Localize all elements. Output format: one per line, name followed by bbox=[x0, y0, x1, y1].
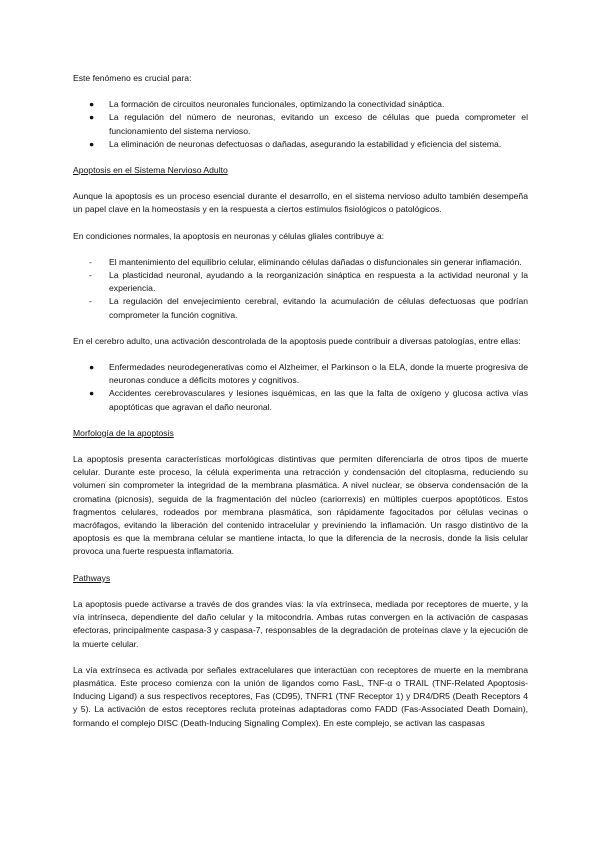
list-item: ● La formación de circuitos neuronales funcionales, optimizando la conectividad sináptica. bbox=[73, 98, 528, 111]
list-item: ● La eliminación de neuronas defectuosas o dañadas, asegurando la estabilidad y eficiencia del sistema. bbox=[73, 138, 528, 151]
bullet-marker: ● bbox=[89, 99, 95, 110]
dash-marker: - bbox=[89, 256, 92, 267]
section-heading-pathways: Pathways bbox=[73, 572, 111, 583]
dash-marker: - bbox=[89, 296, 92, 307]
intro-bullet-list bbox=[73, 98, 528, 151]
adulto-dash-list bbox=[73, 256, 528, 322]
intro-paragraph: Este fenómeno es crucial para: bbox=[73, 73, 192, 83]
bullet-marker: ● bbox=[89, 362, 95, 373]
list-item: - La regulación del envejecimiento cerebral, evitando la acumulación de células defectuosas que podrían comprometer la función cognitiva. bbox=[89, 296, 528, 320]
adulto-paragraph-2: En condiciones normales, la apoptosis en neuronas y células gliales contribuye a: bbox=[73, 230, 384, 241]
list-item: ● Enfermedades neurodegenerativas como el Alzheimer, el Parkinson o la ELA, donde la muerte progresiva de neuronas conduce a déficits motores y cognitivos. bbox=[89, 362, 528, 386]
list-item: ● Accidentes cerebrovasculares y lesiones isquémicas, en las que la falta de oxígeno y glucosa activa vías apoptóticas que agravan el daño neuronal. bbox=[89, 388, 528, 412]
morfologia-paragraph: La apoptosis presenta características morfológicas distintivas que permiten diferenciarla de otros tipos de muerte celular. Durante este proceso, la célula experimenta una retracción y condensación del citoplasma, reduciendo su volumen sin comprometer la integridad de la membrana plasmática. A nivel nuclear, se observa condensación de la cromatina (picnosis), seguida de la fragmentación del núcleo (cariorrexis) en múltiples cuerpos apoptóticos. Estos fragmentos celulares, rodeados por membrana plasmática, son rápidamente fagocitados por células vecinas o macrófagos, evitando la liberación del contenido intracelular y previniendo la inflamación. Un rasgo distintivo de la apoptosis es que la membrana celular se mantiene intacta, lo que la diferencia de la necrosis, donde la lisis celular provoca una fuerte respuesta inflamatoria. bbox=[73, 454, 528, 557]
bullet-marker: ● bbox=[89, 138, 95, 149]
adulto-paragraph-3: En el cerebro adulto, una activación descontrolada de la apoptosis puede contribuir a diversas patologías, entre ellas: bbox=[73, 335, 521, 346]
adulto-paragraph-1: Aunque la apoptosis es un proceso esencial durante el desarrollo, en el sistema nervioso adulto también desempeña un papel clave en la homeostasis y en la respuesta a ciertos estímulos fisiológicos o patológicos. bbox=[73, 191, 528, 215]
section-heading-adulto: Apoptosis en el Sistema Nervioso Adulto bbox=[73, 165, 228, 176]
pathways-paragraph-1: La apoptosis puede activarse a través de dos grandes vías: la vía extrínseca, mediada por receptores de muerte, y la vía intrínseca, dependiente del daño celular y la mitocondria. Ambas rutas convergen en la activación de caspasas efectoras, principalmente caspasa-3 y caspasa-7, responsables de la degradación de proteínas clave y la ejecución de la muerte celular. bbox=[73, 598, 528, 649]
list-item: - La plasticidad neuronal, ayudando a la reorganización sináptica en respuesta a la actividad neuronal y la experiencia. bbox=[89, 270, 528, 294]
list-item: - El mantenimiento del equilibrio celular, eliminando células dañadas o disfuncionales sin generar inflamación. bbox=[73, 256, 528, 269]
dash-marker: - bbox=[89, 270, 92, 281]
bullet-marker: ● bbox=[89, 112, 95, 123]
bullet-marker: ● bbox=[89, 388, 95, 399]
adulto-bullet-list bbox=[73, 361, 528, 414]
pathways-paragraph-2: La vía extrínseca es activada por señales extracelulares que interactúan con receptores de muerte en la membrana plasmática. Este proceso comienza con la unión de ligandos como FasL, TNF-α o TRAIL (TNF-Related Apoptosis-Inducing Ligand) a sus respectivos receptores, Fas (CD95), TNFR1 (TNF Receptor 1) y DR4/DR5 (Death Receptors 4 y 5). La activación de estos receptores recluta proteínas adaptadoras como FADD (Fas-Associated Death Domain), formando el complejo DISC (Death-Inducing Signaling Complex). En este complejo, se activan las caspasas bbox=[73, 664, 528, 728]
section-heading-morfologia: Morfología de la apoptosis bbox=[73, 427, 174, 438]
list-item: ● La regulación del número de neuronas, evitando un exceso de células que pueda comprometer el funcionamiento del sistema nervioso. bbox=[89, 112, 528, 136]
